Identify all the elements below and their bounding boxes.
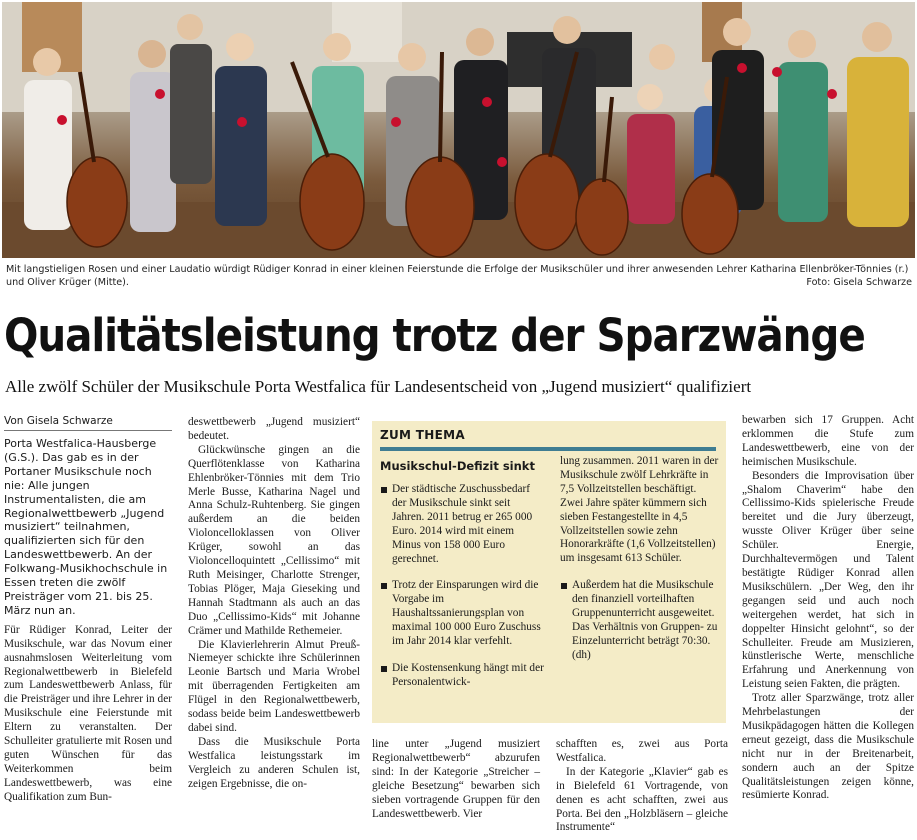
byline: Von Gisela Schwarze xyxy=(4,414,172,431)
box-bullet: Außerdem hat die Musikschule den finanziell vorteilhaften Gruppenunterricht ausgeweitet. Das Verhältnis von Gruppen- zu Einzelunterricht beträgt 70:30. (dh) xyxy=(560,579,720,662)
column-1 xyxy=(4,414,172,805)
column-1-body: Für Rüdiger Konrad, Leiter der Musikschule, war das Novum einer ausnahmslosen Weiterleitung vom Regionalwettbewerb in Bielefeld zum Landeswettbewerb Anlass, für die Preisträger und ihre Lehrer in der Musikschule eine Feierstunde mit Eltern zu veranstalten. Der Schulleiter gratulierte mit Rosen und guten Wünschen für das Weiterkommen beim Landeswettbewerb, was eine Qualifikation zum Bun- xyxy=(4,623,172,803)
column-5-paragraph: bewarben sich 17 Gruppen. Acht erklommen die Stufe zum Landeswettbewerb, eine von der heimischen Musikschule. xyxy=(742,414,914,468)
box-heading: ZUM THEMA xyxy=(380,427,716,451)
column-3-paragraph: line unter „Jugend musiziert Regionalwettbewerb“ abzurufen sind: In der Kategorie „Streicher – gleiche Besetzung“ bewarben sich sieben vortragende Gruppen für den Landeswettbewerb. Vier xyxy=(372,738,540,820)
column-2 xyxy=(188,416,360,791)
headline: Qualitätsleistung trotz der Sparzwänge xyxy=(4,309,865,362)
column-5-paragraph: Trotz aller Sparzwänge, trotz aller Mehrbelastungen der Musikpädagogen hätten die Kollegen erneut gezeigt, dass die Musikschule nicht nur in der Breitenarbeit, sondern auch an der Spitze Qualitätsleistungen zeigen könne, resümierte Konrad. xyxy=(742,692,914,802)
box-subheading: Musikschul-Defizit sinkt xyxy=(380,459,535,473)
column-2-paragraph: deswettbewerb „Jugend musiziert“ bedeutet. xyxy=(188,416,360,442)
column-2-paragraph: Die Klavierlehrerin Almut Preuß-Niemeyer schickte ihre Schülerinnen Leonie Bartsch und Maria Wrobel mit überragenden Fertigkeiten am Flügel in den Regionalwettbewerb, sodass beide beim Landeswettbewerb dabei sind. xyxy=(188,638,360,734)
box-bullet: Die Kostensenkung hängt mit der Personalentwick- xyxy=(380,662,545,690)
photo-credit: Foto: Gisela Schwarze xyxy=(806,277,912,288)
column-4-paragraph: In der Kategorie „Klavier“ gab es in Bielefeld 61 Vortragende, von denen es acht schafften, zwei aus Porta. Bei den „Holzbläsern – gleiche Instrumente“ xyxy=(556,765,728,834)
group-photo xyxy=(2,2,915,258)
box-text: lung zusammen. 2011 waren in der Musikschule zwölf Lehrkräfte in 7,5 Vollzeitstellen beschäftigt. Zwei Jahre später kümmern sich sieben Festangestellte in 4,5 Vollzeitstellen sowie zehn Honorarkräfte (1,6 Vollzeitstellen) um insgesamt 613 Schüler. xyxy=(560,455,719,565)
lead-paragraph: Porta Westfalica-Hausberge (G.S.). Das gab es in der Portaner Musikschule noch nie: Alle jungen Instrumentalisten, die am Regionalwettbewerb „Jugend musiziert“ teilnahmen, qualifizierten sich für den Landeswettbewerb. An der Folkwang-Musikhochschule in Essen treten die zwölf Preisträger vom 21. bis 25. März nun an. xyxy=(4,437,168,617)
column-5-paragraph: Besonders die Improvisation über „Shalom Chaverim“ habe den Cellissimo-Kids spielerische Freude bereitet und die Jury überzeugt, wusste Oliver Krüger über seine Schüler. Energie, Durchhaltevermögen und Talent bestätigte Rüdiger Konrad allen Musikschülern. „Der Weg, den ihr gegangen seid und auch noch weitergehen werdet, hat sich in doppelter Hinsicht gelohnt“, so der Schulleiter. Freude am Musizieren, künstlerische Werte, menschliche Erfahrung und Anerkennung von Leistung seien Fakten, die prägten. xyxy=(742,469,914,691)
column-2-paragraph: Glückwünsche gingen an die Querflötenklasse von Katharina Ehlenbröker-Tönnies mit dem Trio Merle Busse, Katharina Nagel und Anna Schulz-Ruhtenberg. Sie gingen außerdem an die beiden Violoncelloklassen von Oliver Krüger, sowohl an das Violoncelloquintett „Cellissimo“ mit Ruth Meisinger, Charlotte Strenger, Tobias Plöger, Maja Gieseking und Hannah Stadtmann als auch an das Duo „Cellissimo-Kids“ mit Johanne Crämer und Mathilde Rethemeier. xyxy=(188,443,360,637)
column-4-paragraph: schafften es, zwei aus Porta Westfalica. xyxy=(556,738,728,764)
column-2-paragraph: Dass die Musikschule Porta Westfalica leistungsstark im Vergleich zu anderen Schulen ist, zeigen Ergebnisse, die on- xyxy=(188,735,360,790)
column-4 xyxy=(556,738,728,835)
subheadline: Alle zwölf Schüler der Musikschule Porta Westfalica für Landesentscheid von „Jugend musiziert“ qualifiziert xyxy=(5,377,752,396)
photo-caption xyxy=(6,263,912,289)
group-photo-illustration xyxy=(2,2,915,258)
zum-thema-box xyxy=(372,421,726,723)
box-right-column xyxy=(560,455,720,676)
box-bullet: Trotz der Einsparungen wird die Vorgabe im Haushaltssanierungsplan von maximal 100 000 Euro Zuschuss im Jahr 2014 klar verfehlt. xyxy=(380,579,545,649)
column-3 xyxy=(372,738,540,821)
caption-text: Mit langstieligen Rosen und einer Laudatio würdigt Rüdiger Konrad in einer kleinen Feierstunde die Erfolge der Musikschüler und ihrer anwesenden Lehrer Katharina Ellenbröker-Tönnies (r.) und Oliver Krüger (Mitte). xyxy=(6,264,909,288)
box-left-column xyxy=(380,483,545,703)
column-5 xyxy=(742,414,914,803)
box-bullet: Der städtische Zuschussbedarf der Musikschule sinkt seit Jahren. 2011 betrug er 265 000 Euro. 2014 wird mit einem Minus von 158 000 Euro gerechnet. xyxy=(380,483,545,566)
